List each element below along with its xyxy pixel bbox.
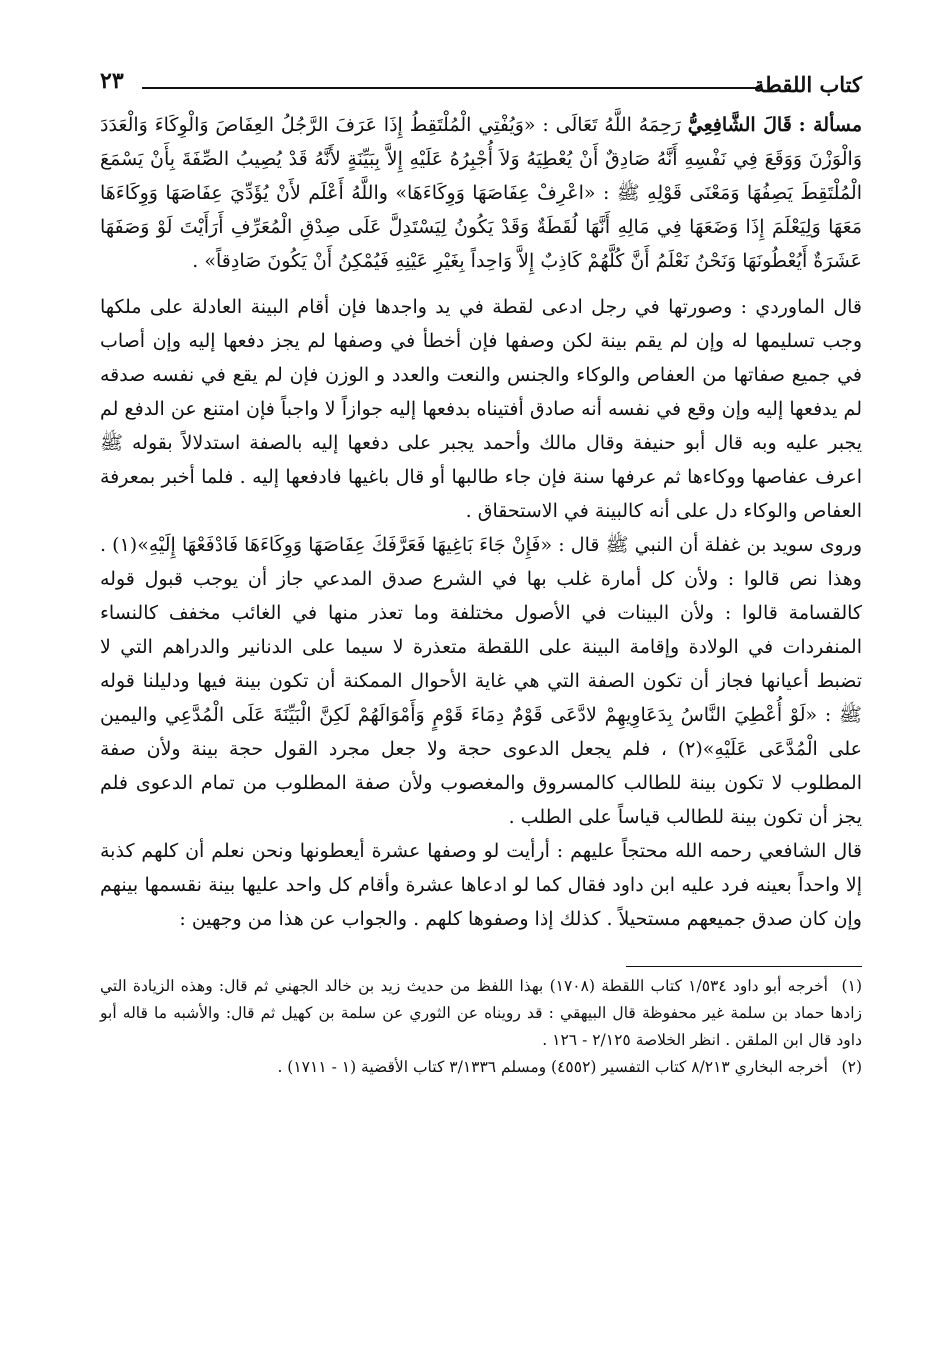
issue-label: مسألة : [798, 114, 863, 136]
paragraph-shafii: قال الشافعي رحمه الله محتجاً عليهم : أرأيت لو وصفها عشرة أيعطونها ونحن نعلم أن كلهم كذبة إلا واحداً بعينه فرد عليه ابن داود فقال كما لو ادعاها عشرة وأقام كل واحد عليها بينة نقسمها بينهم وإن كان صدق جميعهم مستحيلاً . كذلك إذا وصفوها كلهم . والجواب عن هذا من وجهين : [100, 840, 862, 930]
page-number: ٢٣ [100, 68, 124, 94]
paragraph-suwaid: وروى سويد بن غفلة أن النبي ﷺ قال : «فَإِنْ جَاءَ بَاغِيهَا فَعَرَّفَكَ عِفَاصَهَا وَوِكَاءَهَا فَادْفَعْهَا إِلَيْهِ»(١) . وهذا نص قالوا : ولأن كل أمارة غلب بها في الشرع صدق المدعي جاز أن يوجب قبول قوله كالقسامة قالوا : ولأن البينات في الأصول مختلفة وما تعذر منها في الغائب مخفف كالنساء المنفردات في الولادة وإقامة البينة على اللقطة متعذرة لا سيما على الدنانير والدراهم التي لا تضبط أعيانها فجاز أن تكون الصفة التي هي غاية الأحوال الممكنة أن تكون بينة فيها ودليلنا قوله ﷺ : «لَوْ أُعْطِيَ النَّاسُ بِدَعَاوِيهِمْ لادَّعَى قَوْمٌ دِمَاءَ قَوْمٍ وَأَمْوَالَهُمْ لَكِنَّ الْبَيِّنَةَ عَلَى الْمُدَّعِي واليمين على الْمُدَّعَى عَلَيْهِ»(٢) ، فلم يجعل الدعوى حجة ولا جعل مجرد القول حجة بينة ولأن صفة المطلوب لا تكون بينة للطالب كالمسروق والمغصوب ولأن صفة المطلوب من تمام الدعوى فلم يجز أن تكون بينة للطالب قياساً على الطلب . [100, 534, 862, 828]
footnote-separator [626, 966, 862, 967]
page-header [100, 62, 862, 106]
chapter-title: كتاب اللقطة [753, 72, 862, 97]
book-page [100, 62, 862, 1352]
footnote-text: أخرجه أبو داود ١/٥٣٤ كتاب اللقطة (١٧٠٨) بهذا اللفظ من حديث زيد بن خالد الجهني ثم قال: وهذه الزيادة التي زادها حماد بن سلمة غير محفوظة قال البيهقي : قد رويناه عن الثوري عن سلمة بن كهيل ثم قال: والأشبه ما قاله أبو داود قال ابن الملقن . انظر الخلاصة ٢/١٢٥ - ١٢٦ . [100, 977, 862, 1049]
footnote-1 [100, 973, 862, 1054]
footnote-number: (٢) [841, 1058, 862, 1076]
issue-paragraph [100, 108, 862, 278]
paragraph-mawardi: قال الماوردي : وصورتها في رجل ادعى لقطة في يد واجدها فإن أقام البينة العادلة على ملكها وجب تسليمها له وإن لم يقم بينة لكن وصفها فإن أخطأ في وصفها لم يجز دفعها إليه وإن أصاب في جميع صفاتها من العفاص والوكاء والجنس والنعت والعدد و الوزن فإن لم يقع في نفسه صدقه لم يدفعها إليه وإن وقع في نفسه أنه صادق أفتيناه بدفعها إليه جوازاً لا واجباً فإن امتنع عن الدفع لم يجبر عليه وبه قال أبو حنيفة وقال مالك وأحمد يجبر على دفعها إليه بالصفة استدلالاً بقوله ﷺ اعرف عفاصها ووكاءها ثم عرفها سنة فإن جاء طالبها أو قال باغيها فادفعها إليه . فلما أخبر بمعرفة العفاص والوكاء دل على أنه كالبينة في الاستحقاق . [100, 296, 862, 522]
footnote-text: أخرجه البخاري ٨/٢١٣ كتاب التفسير (٤٥٥٢) ومسلم ٣/١٣٣٦ كتاب الأقضية (١ - ١٧١١) . [277, 1058, 828, 1076]
footnote-number: (١) [841, 977, 862, 995]
footnote-2 [100, 1054, 862, 1081]
issue-text: رَحِمَهُ اللَّهُ تَعَالَى : «وَيُفْتِي الْمُلْتَقِطُ إِذَا عَرَفَ الرَّجُلُ العِفَاصَ وَالْوِكَاءَ وَالْعَدَدَ وَالْوَزْنَ وَوَقَعَ فِي نَفْسِهِ أَنَّهُ صَادِقٌ أَنْ يُعْطِيَهُ وَلاَ أُجْبِرُهُ عَلَيْهِ إِلاَّ بِبَيِّنَةٍ لأَنَّهُ قَدْ يُصِيبُ الصِّفَةَ بِأَنْ يَسْمَعَ الْمُلْتَقِطَ يَصِفُهَا وَمَعْنَى قَوْلِهِ ﷺ : «اعْرِفْ عِفَاصَهَا وَوِكَاءَهَا» واللَّهُ أَعْلَم لأَنْ يُؤَدِّيَ عِفَاصَهَا وَوِكَاءَهَا مَعَهَا وَلِيَعْلَمَ إِذَا وَضَعَهَا فِي مَالِهِ أَنَّهَا لُقَطَةٌ وَقَدْ يَكُونُ لِيَسْتَدِلَّ عَلَى صِدْقِ الْمُعَرِّفِ أَرَأَيْتَ لَوْ وَصَفَهَا عَشَرَةٌ أَيُعْطُونَهَا وَنَحْنُ نَعْلَمُ أَنَّ كُلَّهُمْ كَاذِبٌ إِلاَّ وَاحِداً بِغَيْرِ عَيْنِهِ فَيُمْكِنُ أَنْ يَكُونَ صَادِقاً» . [100, 114, 862, 272]
header-rule [142, 87, 760, 89]
issue-author: قَالَ الشَّافِعِيُّ [687, 114, 792, 136]
